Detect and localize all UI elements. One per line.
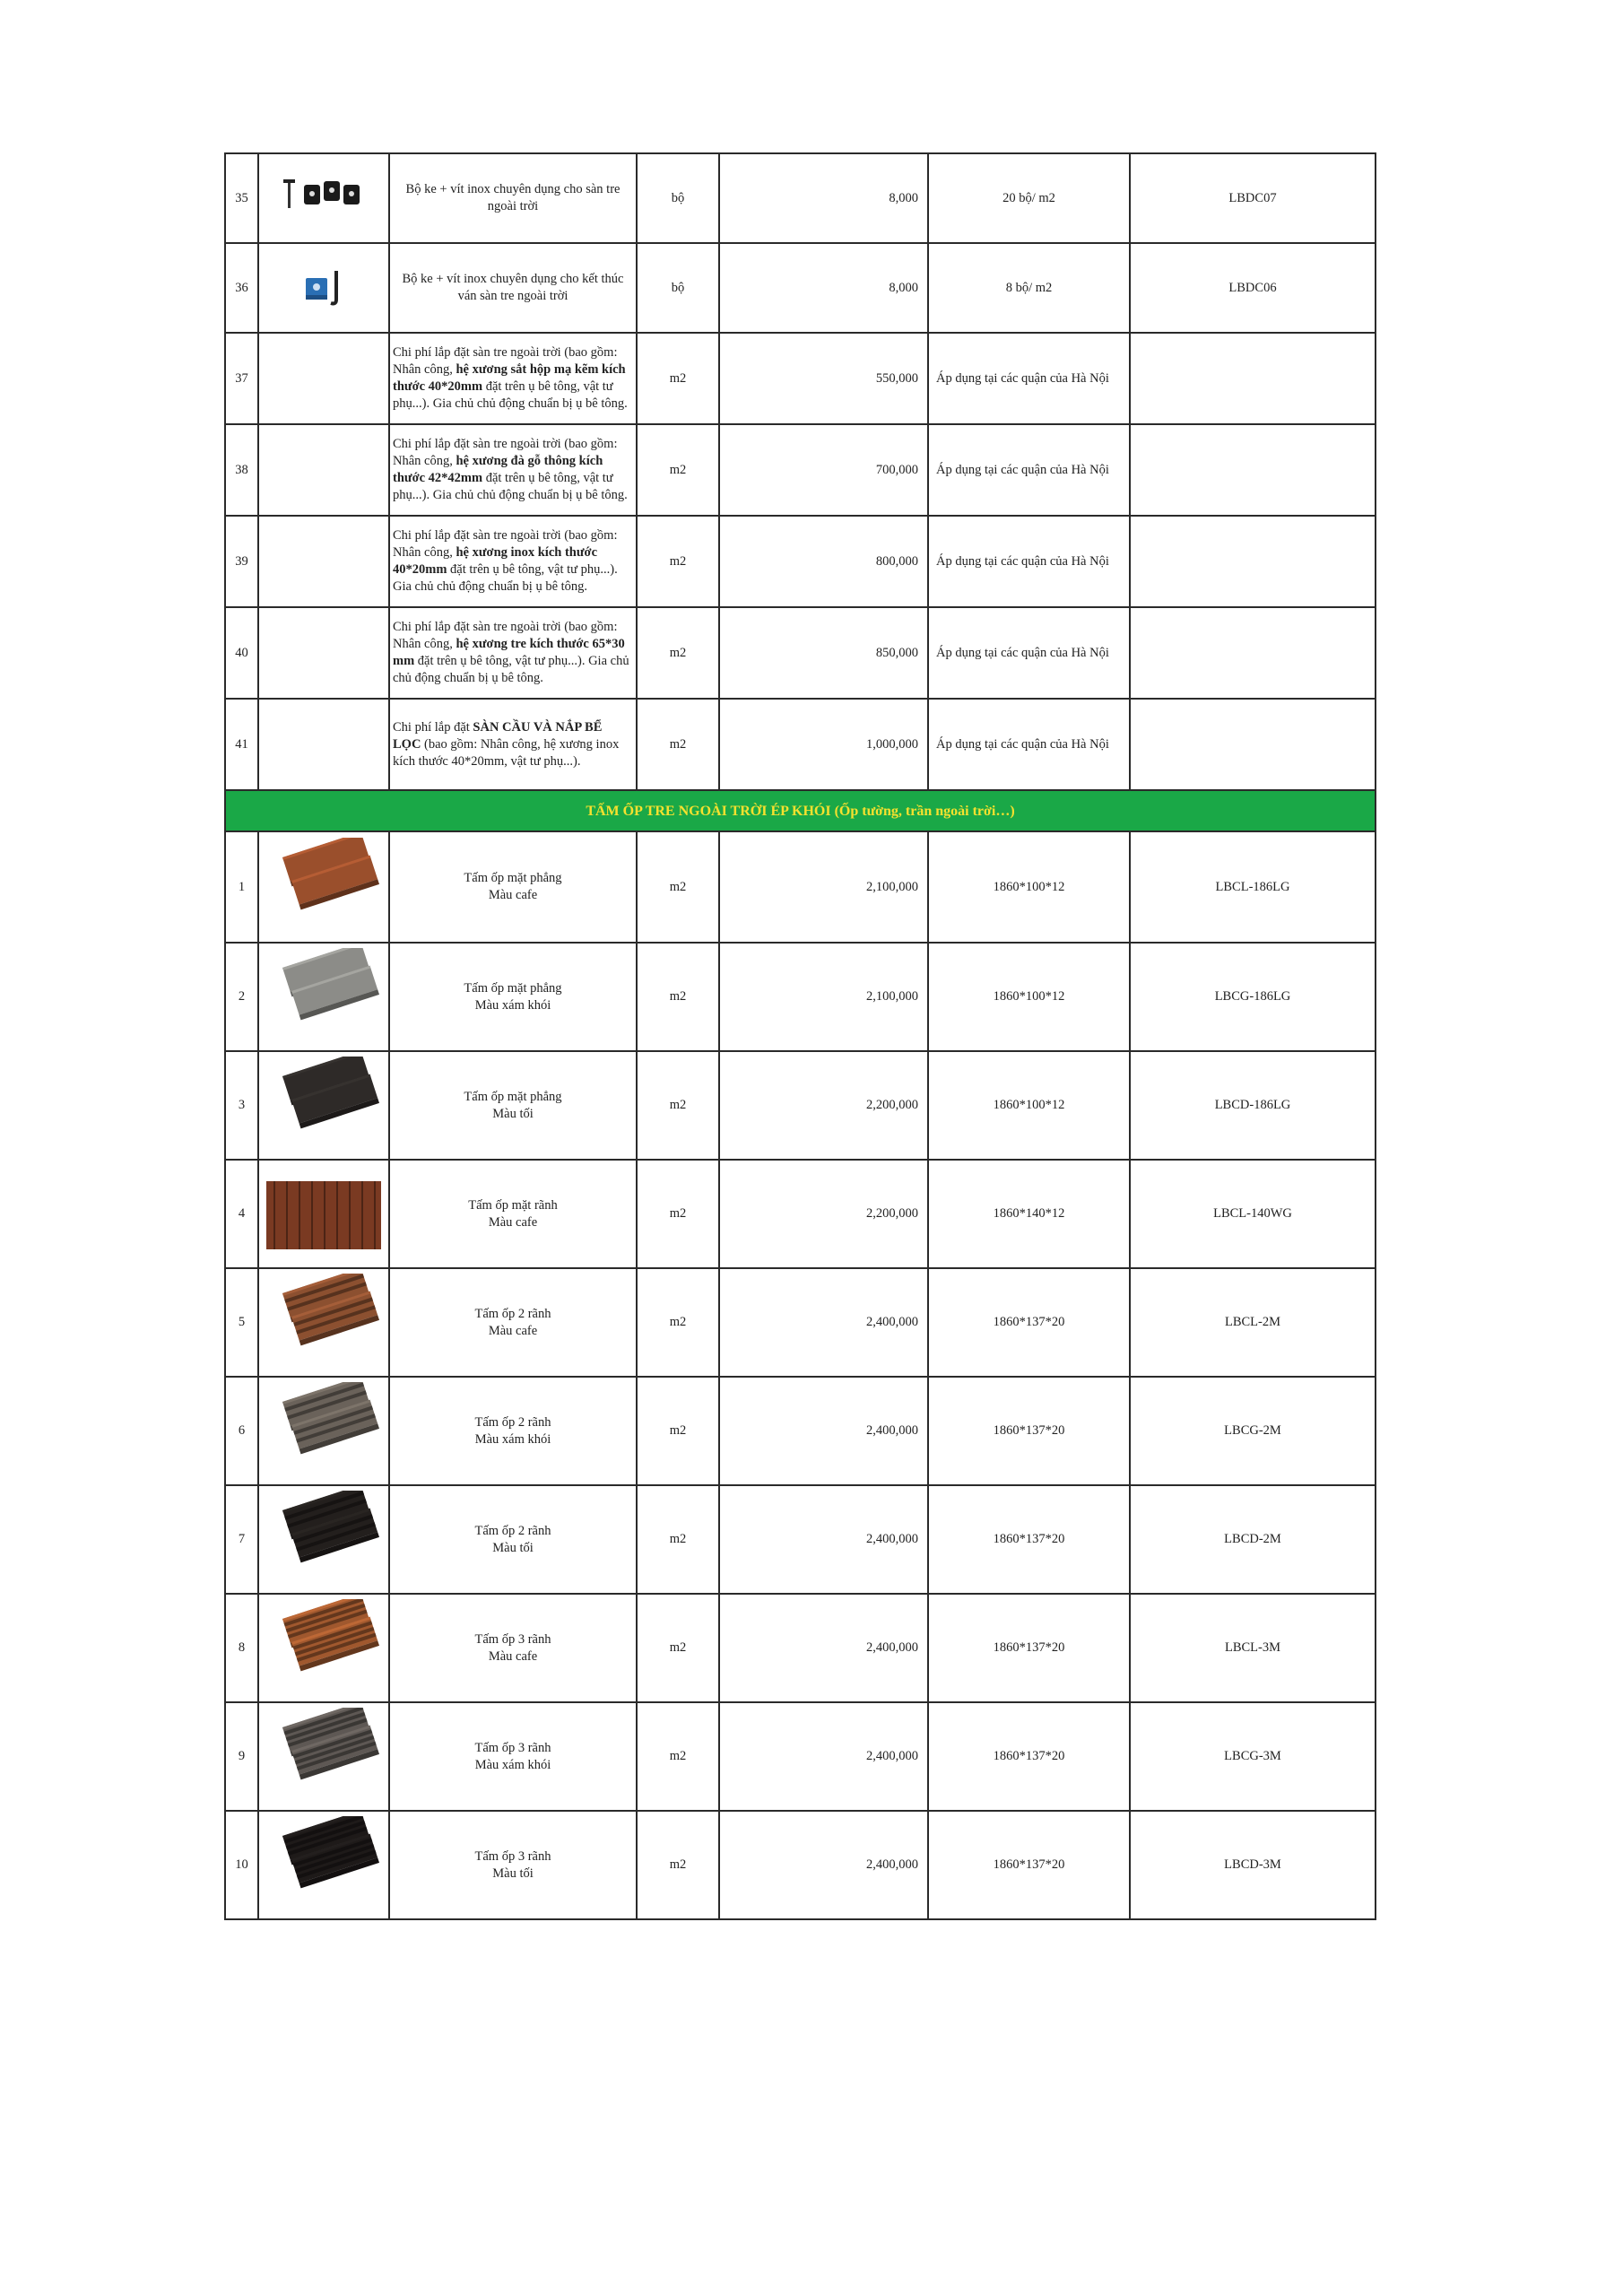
product-code: LBCD-186LG bbox=[1130, 1051, 1376, 1160]
price-cell: 850,000 bbox=[719, 607, 928, 699]
table-row bbox=[225, 333, 1376, 424]
product-description: Tấm ốp 3 rãnh Màu xám khói bbox=[389, 1702, 637, 1811]
spec-cell: 1860*137*20 bbox=[928, 1594, 1130, 1702]
price-cell: 2,400,000 bbox=[719, 1268, 928, 1377]
table-row bbox=[225, 243, 1376, 333]
product-image bbox=[258, 943, 389, 1051]
panel-photo-icon bbox=[261, 1599, 386, 1698]
table-row bbox=[225, 424, 1376, 516]
unit-cell: m2 bbox=[637, 424, 719, 516]
unit-cell: m2 bbox=[637, 1594, 719, 1702]
unit-cell: m2 bbox=[637, 1268, 719, 1377]
table-row bbox=[225, 831, 1376, 943]
product-image bbox=[258, 1702, 389, 1811]
spec-cell: 1860*137*20 bbox=[928, 1702, 1130, 1811]
product-image bbox=[258, 243, 389, 333]
product-image bbox=[258, 333, 389, 424]
product-image bbox=[258, 607, 389, 699]
product-code: LBCG-186LG bbox=[1130, 943, 1376, 1051]
row-number: 37 bbox=[225, 333, 258, 424]
highlight-text: hệ xương sắt hộp mạ kẽm kích thước 40*20mm bbox=[393, 362, 626, 394]
spec-cell: 1860*137*20 bbox=[928, 1268, 1130, 1377]
panel-photo-icon bbox=[261, 1491, 386, 1589]
product-code: LBDC06 bbox=[1130, 243, 1376, 333]
unit-cell: m2 bbox=[637, 943, 719, 1051]
row-number: 5 bbox=[225, 1268, 258, 1377]
spec-cell: 1860*137*20 bbox=[928, 1485, 1130, 1594]
price-cell: 8,000 bbox=[719, 153, 928, 243]
unit-cell: bộ bbox=[637, 243, 719, 333]
panel-photo-icon bbox=[261, 1165, 386, 1264]
spec-cell: 1860*100*12 bbox=[928, 1051, 1130, 1160]
highlight-text: SÀN CẦU VÀ NẮP BỂ LỌC bbox=[393, 719, 603, 752]
row-number: 36 bbox=[225, 243, 258, 333]
unit-cell: bộ bbox=[637, 153, 719, 243]
spec-cell: Áp dụng tại các quận của Hà Nội bbox=[928, 607, 1130, 699]
spec-cell: 1860*137*20 bbox=[928, 1377, 1130, 1485]
table-row bbox=[225, 1811, 1376, 1919]
spec-cell: 8 bộ/ m2 bbox=[928, 243, 1130, 333]
product-code: LBCG-2M bbox=[1130, 1377, 1376, 1485]
row-number: 7 bbox=[225, 1485, 258, 1594]
product-code: LBCG-3M bbox=[1130, 1702, 1376, 1811]
product-image bbox=[258, 516, 389, 607]
spec-cell: Áp dụng tại các quận của Hà Nội bbox=[928, 699, 1130, 790]
product-code: LBCL-140WG bbox=[1130, 1160, 1376, 1268]
price-cell: 550,000 bbox=[719, 333, 928, 424]
row-number: 4 bbox=[225, 1160, 258, 1268]
spec-cell: 1860*140*12 bbox=[928, 1160, 1130, 1268]
table-row bbox=[225, 699, 1376, 790]
table-row bbox=[225, 1702, 1376, 1811]
panel-photo-icon bbox=[261, 1382, 386, 1481]
price-table-sheet bbox=[224, 152, 1375, 1920]
product-description: Tấm ốp mặt rãnh Màu cafe bbox=[389, 1160, 637, 1268]
price-cell: 2,100,000 bbox=[719, 943, 928, 1051]
panel-photo-icon bbox=[261, 1274, 386, 1372]
product-description: Bộ ke + vít inox chuyên dụng cho sàn tre ngoài trời bbox=[389, 153, 637, 243]
product-description: Tấm ốp mặt phẳng Màu tối bbox=[389, 1051, 637, 1160]
product-image bbox=[258, 153, 389, 243]
unit-cell: m2 bbox=[637, 1160, 719, 1268]
end-clip-icon bbox=[270, 265, 378, 310]
spec-cell: 1860*100*12 bbox=[928, 943, 1130, 1051]
row-number: 39 bbox=[225, 516, 258, 607]
price-cell: 8,000 bbox=[719, 243, 928, 333]
product-description: Tấm ốp 2 rãnh Màu xám khói bbox=[389, 1377, 637, 1485]
product-image bbox=[258, 1485, 389, 1594]
panel-photo-icon bbox=[261, 948, 386, 1047]
product-image bbox=[258, 1051, 389, 1160]
product-code: LBCL-2M bbox=[1130, 1268, 1376, 1377]
price-cell: 2,200,000 bbox=[719, 1160, 928, 1268]
spec-cell: Áp dụng tại các quận của Hà Nội bbox=[928, 516, 1130, 607]
product-image bbox=[258, 1377, 389, 1485]
installation-description: Chi phí lắp đặt sàn tre ngoài trời (bao gồm: Nhân công, hệ xương sắt hộp mạ kẽm kích thước 40*20mm đặt trên ụ bê tông, vật tư phụ...). Gia chủ chủ động chuẩn bị ụ bê tông. bbox=[389, 333, 637, 424]
installation-description: Chi phí lắp đặt SÀN CẦU VÀ NẮP BỂ LỌC (bao gồm: Nhân công, hệ xương inox kích thước 40*20mm, vật tư phụ...). bbox=[389, 699, 637, 790]
price-cell: 2,200,000 bbox=[719, 1051, 928, 1160]
section-header-row bbox=[225, 790, 1376, 831]
price-cell: 2,400,000 bbox=[719, 1702, 928, 1811]
table-row bbox=[225, 1051, 1376, 1160]
spec-cell: Áp dụng tại các quận của Hà Nội bbox=[928, 333, 1130, 424]
product-image bbox=[258, 1811, 389, 1919]
section-title: TẤM ỐP TRE NGOÀI TRỜI ÉP KHÓI (Ốp tường, trần ngoài trời…) bbox=[225, 790, 1376, 831]
row-number: 9 bbox=[225, 1702, 258, 1811]
unit-cell: m2 bbox=[637, 1051, 719, 1160]
product-description: Tấm ốp 2 rãnh Màu cafe bbox=[389, 1268, 637, 1377]
row-number: 3 bbox=[225, 1051, 258, 1160]
highlight-text: hệ xương tre kích thước 65*30 mm bbox=[393, 637, 625, 668]
spec-cell: Áp dụng tại các quận của Hà Nội bbox=[928, 424, 1130, 516]
price-cell: 2,400,000 bbox=[719, 1485, 928, 1594]
table-row bbox=[225, 153, 1376, 243]
unit-cell: m2 bbox=[637, 1702, 719, 1811]
table-row bbox=[225, 1268, 1376, 1377]
product-description: Tấm ốp mặt phẳng Màu cafe bbox=[389, 831, 637, 943]
clip-screw-set-icon bbox=[270, 176, 378, 221]
price-cell: 2,100,000 bbox=[719, 831, 928, 943]
product-description: Tấm ốp 2 rãnh Màu tối bbox=[389, 1485, 637, 1594]
price-cell: 700,000 bbox=[719, 424, 928, 516]
price-cell: 800,000 bbox=[719, 516, 928, 607]
table-row bbox=[225, 943, 1376, 1051]
unit-cell: m2 bbox=[637, 607, 719, 699]
highlight-text: hệ xương đà gỗ thông kích thước 42*42mm bbox=[393, 454, 603, 485]
unit-cell: m2 bbox=[637, 1811, 719, 1919]
product-code bbox=[1130, 516, 1376, 607]
table-row bbox=[225, 1594, 1376, 1702]
product-code: LBCL-3M bbox=[1130, 1594, 1376, 1702]
product-code bbox=[1130, 699, 1376, 790]
row-number: 1 bbox=[225, 831, 258, 943]
table-row bbox=[225, 1377, 1376, 1485]
row-number: 8 bbox=[225, 1594, 258, 1702]
spec-cell: 1860*100*12 bbox=[928, 831, 1130, 943]
product-image bbox=[258, 699, 389, 790]
unit-cell: m2 bbox=[637, 516, 719, 607]
row-number: 41 bbox=[225, 699, 258, 790]
row-number: 2 bbox=[225, 943, 258, 1051]
product-code: LBCD-2M bbox=[1130, 1485, 1376, 1594]
price-cell: 1,000,000 bbox=[719, 699, 928, 790]
product-code: LBDC07 bbox=[1130, 153, 1376, 243]
product-code bbox=[1130, 607, 1376, 699]
product-code bbox=[1130, 333, 1376, 424]
table-row bbox=[225, 1160, 1376, 1268]
spec-cell: 1860*137*20 bbox=[928, 1811, 1130, 1919]
row-number: 40 bbox=[225, 607, 258, 699]
table-row bbox=[225, 607, 1376, 699]
panel-photo-icon bbox=[261, 1816, 386, 1915]
product-description: Tấm ốp mặt phẳng Màu xám khói bbox=[389, 943, 637, 1051]
price-table bbox=[224, 152, 1376, 1920]
product-description: Tấm ốp 3 rãnh Màu cafe bbox=[389, 1594, 637, 1702]
price-cell: 2,400,000 bbox=[719, 1811, 928, 1919]
spec-cell: 20 bộ/ m2 bbox=[928, 153, 1130, 243]
unit-cell: m2 bbox=[637, 699, 719, 790]
panel-photo-icon bbox=[261, 1057, 386, 1155]
installation-description: Chi phí lắp đặt sàn tre ngoài trời (bao gồm: Nhân công, hệ xương inox kích thước 40*20mm đặt trên ụ bê tông, vật tư phụ...). Gia chủ chủ động chuẩn bị ụ bê tông. bbox=[389, 516, 637, 607]
installation-description: Chi phí lắp đặt sàn tre ngoài trời (bao gồm: Nhân công, hệ xương tre kích thước 65*30 mm đặt trên ụ bê tông, vật tư phụ...). Gia chủ chủ động chuẩn bị ụ bê tông. bbox=[389, 607, 637, 699]
panel-photo-icon bbox=[261, 838, 386, 936]
product-description: Tấm ốp 3 rãnh Màu tối bbox=[389, 1811, 637, 1919]
product-image bbox=[258, 1268, 389, 1377]
unit-cell: m2 bbox=[637, 1377, 719, 1485]
price-cell: 2,400,000 bbox=[719, 1377, 928, 1485]
product-image bbox=[258, 1594, 389, 1702]
product-code: LBCD-3M bbox=[1130, 1811, 1376, 1919]
table-row bbox=[225, 516, 1376, 607]
product-description: Bộ ke + vít inox chuyên dụng cho kết thúc ván sàn tre ngoài trời bbox=[389, 243, 637, 333]
unit-cell: m2 bbox=[637, 1485, 719, 1594]
row-number: 38 bbox=[225, 424, 258, 516]
unit-cell: m2 bbox=[637, 831, 719, 943]
unit-cell: m2 bbox=[637, 333, 719, 424]
highlight-text: hệ xương inox kích thước 40*20mm bbox=[393, 545, 598, 577]
product-image bbox=[258, 424, 389, 516]
price-cell: 2,400,000 bbox=[719, 1594, 928, 1702]
table-row bbox=[225, 1485, 1376, 1594]
row-number: 6 bbox=[225, 1377, 258, 1485]
product-code: LBCL-186LG bbox=[1130, 831, 1376, 943]
product-code bbox=[1130, 424, 1376, 516]
panel-photo-icon bbox=[261, 1708, 386, 1806]
installation-description: Chi phí lắp đặt sàn tre ngoài trời (bao gồm: Nhân công, hệ xương đà gỗ thông kích thước 42*42mm đặt trên ụ bê tông, vật tư phụ...). Gia chủ chủ động chuẩn bị ụ bê tông. bbox=[389, 424, 637, 516]
product-image bbox=[258, 1160, 389, 1268]
row-number: 10 bbox=[225, 1811, 258, 1919]
product-image bbox=[258, 831, 389, 943]
row-number: 35 bbox=[225, 153, 258, 243]
